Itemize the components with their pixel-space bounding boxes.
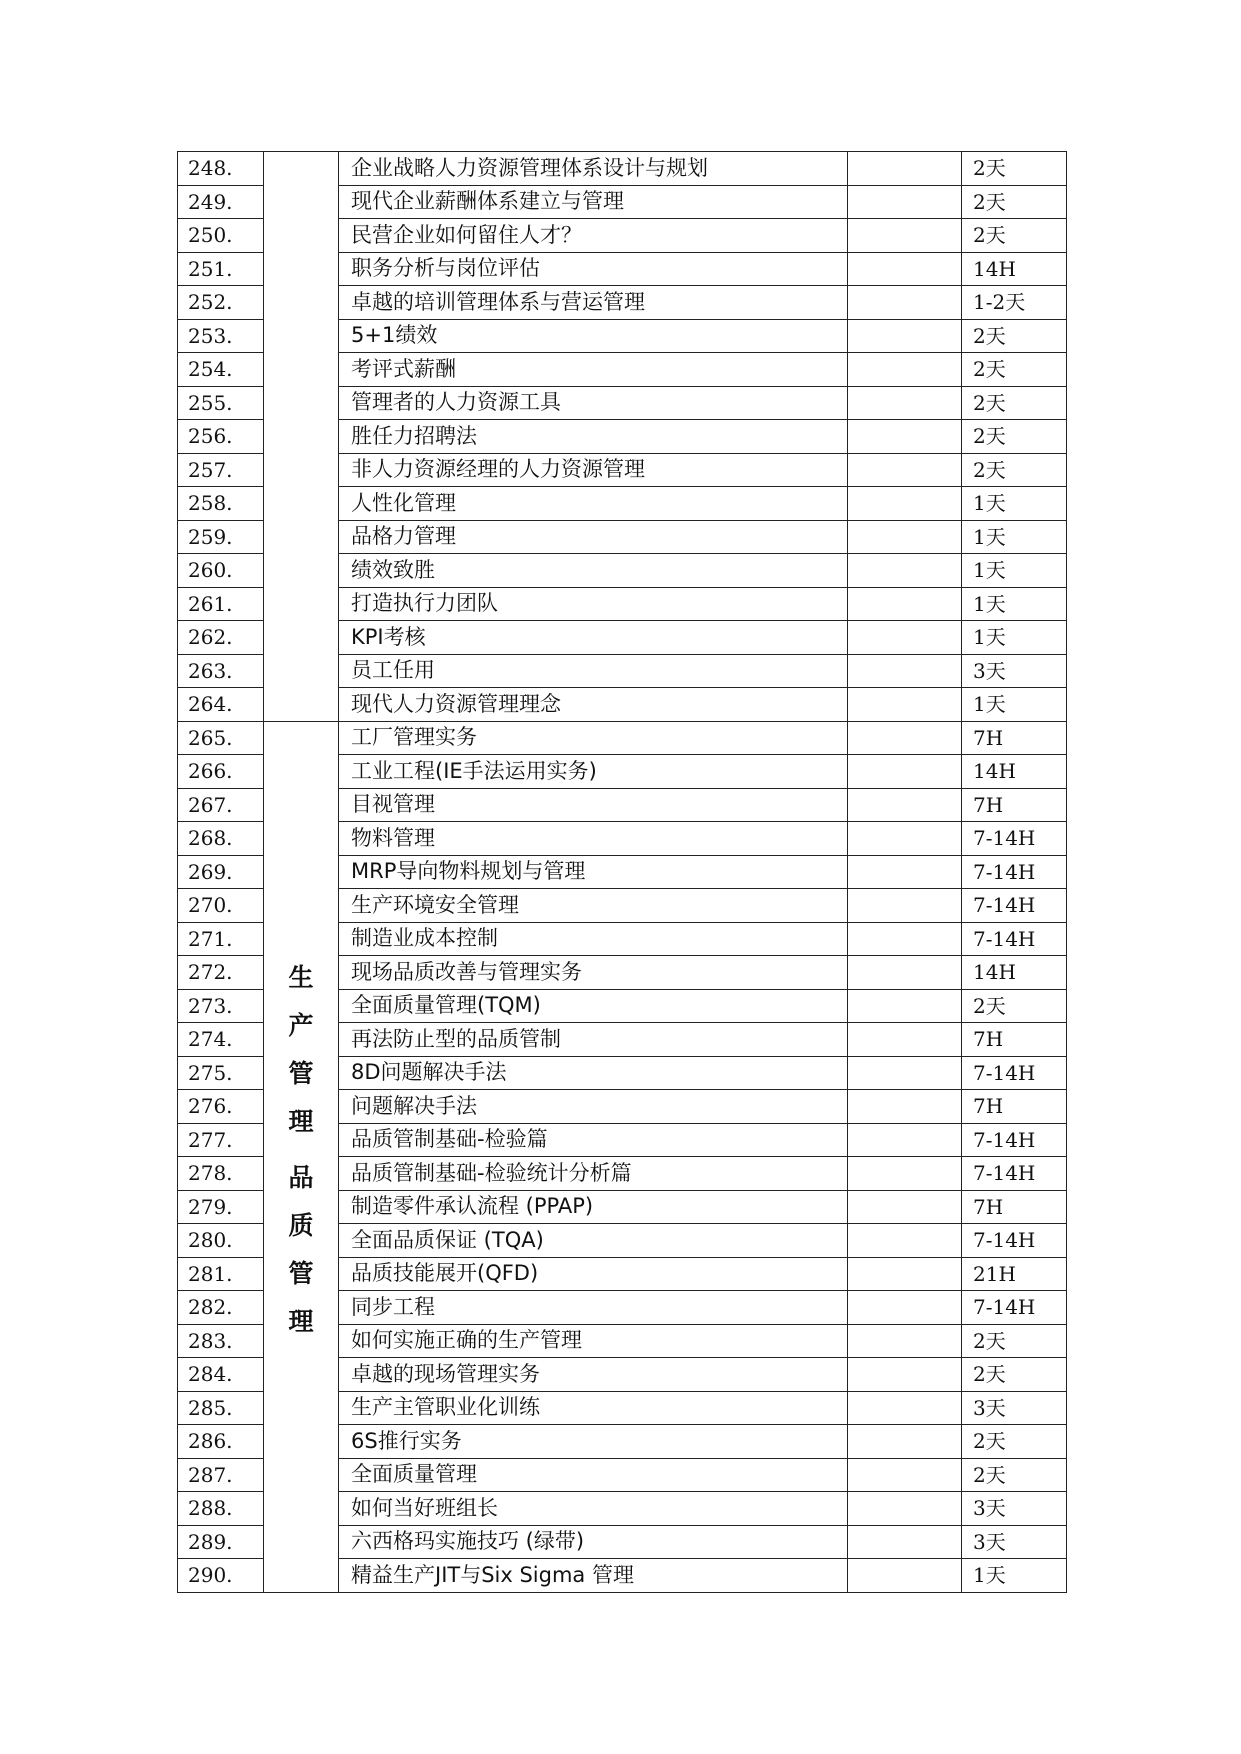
- course-name: 制造业成本控制: [339, 922, 848, 956]
- course-number: 283.: [178, 1324, 264, 1358]
- course-number: 289.: [178, 1525, 264, 1559]
- course-number: 250.: [178, 219, 264, 253]
- empty-cell: [848, 152, 962, 186]
- course-name: 精益生产JIT与Six Sigma 管理: [339, 1559, 848, 1593]
- course-number: 253.: [178, 319, 264, 353]
- course-duration: 1天: [962, 487, 1067, 521]
- course-name: 生产环境安全管理: [339, 889, 848, 923]
- empty-cell: [848, 922, 962, 956]
- course-name: 全面质量管理: [339, 1458, 848, 1492]
- course-duration: 1天: [962, 1559, 1067, 1593]
- course-duration: 7-14H: [962, 1224, 1067, 1258]
- category-char: 理: [288, 1306, 314, 1336]
- course-number: 275.: [178, 1056, 264, 1090]
- course-name: 物料管理: [339, 822, 848, 856]
- course-name: 胜任力招聘法: [339, 420, 848, 454]
- empty-cell: [848, 1157, 962, 1191]
- category-char: 管: [288, 1258, 314, 1288]
- course-name: 制造零件承认流程 (PPAP): [339, 1190, 848, 1224]
- course-name: 卓越的现场管理实务: [339, 1358, 848, 1392]
- course-duration: 7-14H: [962, 1157, 1067, 1191]
- course-number: 252.: [178, 286, 264, 320]
- empty-cell: [848, 621, 962, 655]
- course-number: 269.: [178, 855, 264, 889]
- course-duration: 14H: [962, 755, 1067, 789]
- course-duration: 2天: [962, 353, 1067, 387]
- course-name: 卓越的培训管理体系与营运管理: [339, 286, 848, 320]
- course-number: 287.: [178, 1458, 264, 1492]
- empty-cell: [848, 956, 962, 990]
- course-name: 如何当好班组长: [339, 1492, 848, 1526]
- course-duration: 1天: [962, 554, 1067, 588]
- course-duration: 7-14H: [962, 889, 1067, 923]
- empty-cell: [848, 1023, 962, 1057]
- empty-cell: [848, 1056, 962, 1090]
- course-number: 258.: [178, 487, 264, 521]
- course-number: 262.: [178, 621, 264, 655]
- category-char: 理: [288, 1106, 314, 1136]
- course-duration: 2天: [962, 386, 1067, 420]
- course-name: 问题解决手法: [339, 1090, 848, 1124]
- course-duration: 7H: [962, 788, 1067, 822]
- course-duration: 7H: [962, 1190, 1067, 1224]
- empty-cell: [848, 855, 962, 889]
- empty-cell: [848, 520, 962, 554]
- course-number: 251.: [178, 252, 264, 286]
- course-name: 六西格玛实施技巧 (绿带): [339, 1525, 848, 1559]
- course-duration: 2天: [962, 420, 1067, 454]
- empty-cell: [848, 1391, 962, 1425]
- course-row: [178, 152, 1067, 186]
- course-duration: 3天: [962, 1391, 1067, 1425]
- course-duration: 2天: [962, 1458, 1067, 1492]
- course-duration: 2天: [962, 185, 1067, 219]
- course-name: 现代企业薪酬体系建立与管理: [339, 185, 848, 219]
- course-number: 281.: [178, 1257, 264, 1291]
- course-number: 282.: [178, 1291, 264, 1325]
- course-number: 265.: [178, 721, 264, 755]
- course-duration: 7-14H: [962, 1123, 1067, 1157]
- course-name: 人性化管理: [339, 487, 848, 521]
- empty-cell: [848, 1224, 962, 1258]
- course-name: 如何实施正确的生产管理: [339, 1324, 848, 1358]
- empty-cell: [848, 286, 962, 320]
- course-name: 现场品质改善与管理实务: [339, 956, 848, 990]
- empty-cell: [848, 1291, 962, 1325]
- empty-cell: [848, 688, 962, 722]
- empty-cell: [848, 989, 962, 1023]
- course-duration: 2天: [962, 989, 1067, 1023]
- course-number: 259.: [178, 520, 264, 554]
- course-duration: 7-14H: [962, 1056, 1067, 1090]
- course-name: KPI考核: [339, 621, 848, 655]
- course-number: 257.: [178, 453, 264, 487]
- course-number: 248.: [178, 152, 264, 186]
- empty-cell: [848, 1358, 962, 1392]
- course-table: [177, 151, 1067, 1593]
- course-number: 273.: [178, 989, 264, 1023]
- empty-cell: [848, 822, 962, 856]
- empty-cell: [848, 219, 962, 253]
- course-duration: 7-14H: [962, 822, 1067, 856]
- course-number: 260.: [178, 554, 264, 588]
- course-number: 267.: [178, 788, 264, 822]
- course-number: 277.: [178, 1123, 264, 1157]
- empty-cell: [848, 1123, 962, 1157]
- course-duration: 7H: [962, 1090, 1067, 1124]
- course-name: 工厂管理实务: [339, 721, 848, 755]
- course-number: 256.: [178, 420, 264, 454]
- course-name: 打造执行力团队: [339, 587, 848, 621]
- course-number: 264.: [178, 688, 264, 722]
- course-number: 288.: [178, 1492, 264, 1526]
- course-number: 285.: [178, 1391, 264, 1425]
- empty-cell: [848, 420, 962, 454]
- category-label: [264, 722, 338, 1346]
- category-char: 管: [288, 1058, 314, 1088]
- course-duration: 14H: [962, 956, 1067, 990]
- course-table-body: [178, 152, 1067, 1593]
- empty-cell: [848, 889, 962, 923]
- course-duration: 7-14H: [962, 855, 1067, 889]
- category-char: 品: [288, 1162, 314, 1192]
- course-number: 280.: [178, 1224, 264, 1258]
- course-name: 品格力管理: [339, 520, 848, 554]
- course-number: 263.: [178, 654, 264, 688]
- course-number: 284.: [178, 1358, 264, 1392]
- course-number: 278.: [178, 1157, 264, 1191]
- course-number: 255.: [178, 386, 264, 420]
- course-name: 品质管制基础-检验篇: [339, 1123, 848, 1157]
- course-name: 同步工程: [339, 1291, 848, 1325]
- empty-cell: [848, 755, 962, 789]
- empty-cell: [848, 554, 962, 588]
- empty-cell: [848, 1324, 962, 1358]
- course-name: 民营企业如何留住人才？: [339, 219, 848, 253]
- empty-cell: [848, 353, 962, 387]
- category-char: 产: [288, 1010, 314, 1040]
- category-cell: [264, 152, 339, 722]
- empty-cell: [848, 587, 962, 621]
- course-duration: 3天: [962, 1492, 1067, 1526]
- course-number: 268.: [178, 822, 264, 856]
- empty-cell: [848, 487, 962, 521]
- course-number: 270.: [178, 889, 264, 923]
- course-duration: 2天: [962, 453, 1067, 487]
- course-name: 现代人力资源管理理念: [339, 688, 848, 722]
- course-duration: 2天: [962, 1324, 1067, 1358]
- course-name: 品质技能展开(QFD): [339, 1257, 848, 1291]
- course-name: 生产主管职业化训练: [339, 1391, 848, 1425]
- course-number: 254.: [178, 353, 264, 387]
- course-duration: 7-14H: [962, 922, 1067, 956]
- course-name: 再法防止型的品质管制: [339, 1023, 848, 1057]
- course-name: 全面品质保证 (TQA): [339, 1224, 848, 1258]
- empty-cell: [848, 1190, 962, 1224]
- course-duration: 2天: [962, 219, 1067, 253]
- course-number: 279.: [178, 1190, 264, 1224]
- course-duration: 2天: [962, 152, 1067, 186]
- course-name: 5+1绩效: [339, 319, 848, 353]
- course-duration: 2天: [962, 1425, 1067, 1459]
- course-duration: 2天: [962, 319, 1067, 353]
- course-number: 261.: [178, 587, 264, 621]
- course-duration: 1天: [962, 688, 1067, 722]
- empty-cell: [848, 654, 962, 688]
- course-name: 员工任用: [339, 654, 848, 688]
- course-number: 249.: [178, 185, 264, 219]
- course-duration: 1-2天: [962, 286, 1067, 320]
- course-number: 274.: [178, 1023, 264, 1057]
- empty-cell: [848, 1492, 962, 1526]
- course-name: 目视管理: [339, 788, 848, 822]
- empty-cell: [848, 185, 962, 219]
- course-name: 工业工程(IE手法运用实务): [339, 755, 848, 789]
- category-char: 质: [288, 1210, 314, 1240]
- category-cell: [264, 721, 339, 1592]
- empty-cell: [848, 788, 962, 822]
- course-name: 6S推行实务: [339, 1425, 848, 1459]
- course-duration: 21H: [962, 1257, 1067, 1291]
- course-name: 职务分析与岗位评估: [339, 252, 848, 286]
- course-number: 272.: [178, 956, 264, 990]
- course-name: 企业战略人力资源管理体系设计与规划: [339, 152, 848, 186]
- course-duration: 1天: [962, 587, 1067, 621]
- course-duration: 7H: [962, 721, 1067, 755]
- course-duration: 2天: [962, 1358, 1067, 1392]
- course-name: 绩效致胜: [339, 554, 848, 588]
- course-duration: 3天: [962, 1525, 1067, 1559]
- course-name: 考评式薪酬: [339, 353, 848, 387]
- empty-cell: [848, 721, 962, 755]
- course-name: MRP导向物料规划与管理: [339, 855, 848, 889]
- course-duration: 1天: [962, 520, 1067, 554]
- empty-cell: [848, 1458, 962, 1492]
- course-duration: 3天: [962, 654, 1067, 688]
- course-row: [178, 721, 1067, 755]
- course-name: 全面质量管理(TQM): [339, 989, 848, 1023]
- empty-cell: [848, 319, 962, 353]
- course-name: 8D问题解决手法: [339, 1056, 848, 1090]
- empty-cell: [848, 1090, 962, 1124]
- empty-cell: [848, 386, 962, 420]
- course-name: 非人力资源经理的人力资源管理: [339, 453, 848, 487]
- empty-cell: [848, 1559, 962, 1593]
- course-name: 品质管制基础-检验统计分析篇: [339, 1157, 848, 1191]
- course-number: 290.: [178, 1559, 264, 1593]
- category-char: 生: [288, 962, 314, 992]
- empty-cell: [848, 252, 962, 286]
- course-duration: 7H: [962, 1023, 1067, 1057]
- empty-cell: [848, 1425, 962, 1459]
- course-number: 266.: [178, 755, 264, 789]
- course-number: 271.: [178, 922, 264, 956]
- course-duration: 14H: [962, 252, 1067, 286]
- empty-cell: [848, 1257, 962, 1291]
- course-number: 286.: [178, 1425, 264, 1459]
- empty-cell: [848, 1525, 962, 1559]
- course-name: 管理者的人力资源工具: [339, 386, 848, 420]
- course-duration: 7-14H: [962, 1291, 1067, 1325]
- course-number: 276.: [178, 1090, 264, 1124]
- course-duration: 1天: [962, 621, 1067, 655]
- empty-cell: [848, 453, 962, 487]
